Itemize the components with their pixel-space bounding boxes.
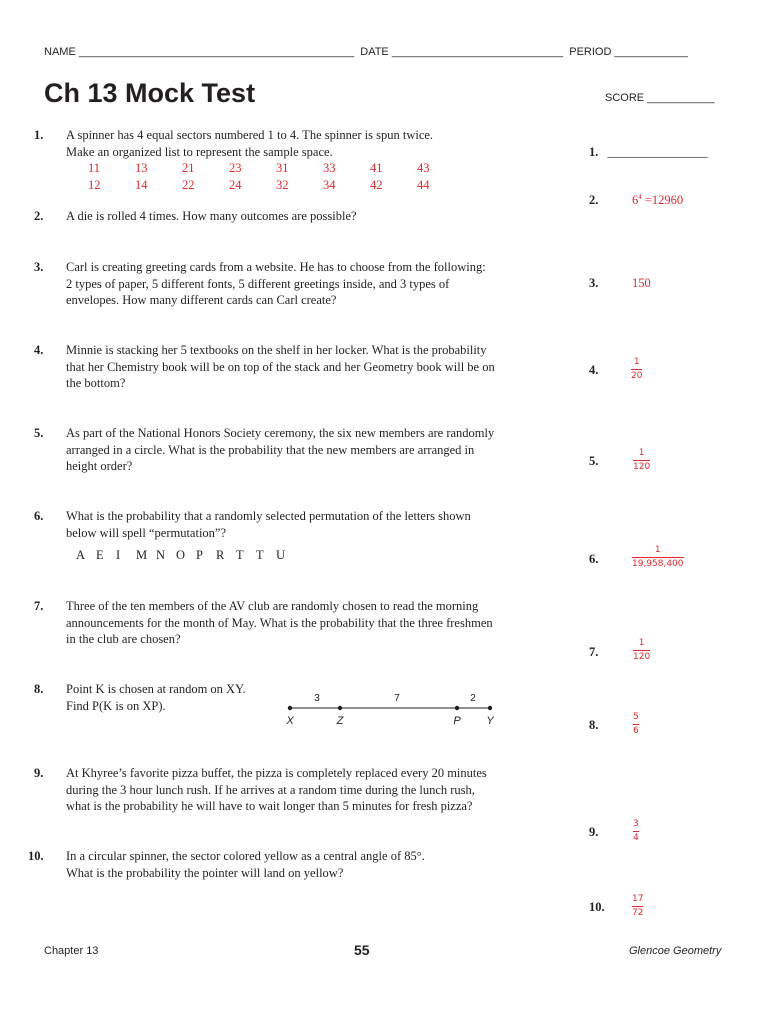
answer-7-number: 7. (589, 645, 599, 659)
length-label: 7 (394, 693, 400, 704)
question-number: 8. (34, 682, 44, 696)
question-text: Point K is chosen at random on XY. (66, 682, 246, 696)
letter: I (116, 548, 121, 562)
point-label: X (286, 715, 294, 727)
point-y (488, 706, 492, 710)
question-text: below will spell “permutation”? (66, 525, 227, 540)
question-text: height order? (66, 459, 133, 473)
answer-4-fraction: 1 20 (631, 357, 643, 381)
answer-value: 150 (632, 276, 651, 290)
footer-book: Glencoe Geometry (629, 945, 722, 957)
answer-blank[interactable]: ________________ (607, 145, 708, 159)
answer-9-number: 9. (589, 825, 599, 839)
point-x (288, 706, 292, 710)
answer-9-fraction: 3 4 (633, 819, 639, 843)
question-text: Find P(K is on XP). (66, 698, 166, 713)
question-number: 9. (34, 766, 44, 780)
question-text: the bottom? (66, 376, 126, 390)
letter: N (156, 548, 166, 562)
answer-8-number: 8. (589, 718, 599, 732)
sample-cell: 43 (417, 161, 430, 175)
answer-number: 2. (589, 193, 599, 207)
question-text: Make an organized list to represent the sample space. (66, 144, 333, 159)
score-field: SCORE ___________ (605, 92, 715, 104)
sample-cell: 24 (229, 177, 242, 192)
sample-cell: 21 (182, 161, 195, 175)
letter: T (236, 548, 244, 562)
question-number: 3. (34, 260, 44, 274)
question-7 (34, 598, 550, 648)
question-text: announcements for the month of May. What is the probability that the three freshmen (66, 615, 493, 630)
question-8 (34, 681, 280, 714)
question-5 (34, 425, 550, 475)
answer-10-fraction: 17 72 (632, 894, 644, 918)
sample-cell: 22 (182, 177, 195, 192)
point-label: P (453, 715, 461, 727)
question-text: Carl is creating greeting cards from a website. He has to choose from the following: (66, 260, 486, 274)
question-text: during the 3 hour lunch rush. If he arrives at a random time during the lunch rush, (66, 782, 475, 797)
question-text: Three of the ten members of the AV club are randomly chosen to read the morning (66, 599, 479, 613)
sample-cell: 42 (370, 177, 383, 192)
sample-cell: 14 (135, 177, 148, 192)
answer-7-fraction: 1 120 (633, 638, 651, 662)
question-text: What is the probability that a randomly selected permutation of the letters shown (66, 509, 471, 523)
question-text: In a circular spinner, the sector colored yellow as a central angle of 85°. (66, 849, 425, 863)
sample-cell: 33 (323, 161, 336, 175)
page-number: 55 (354, 942, 370, 958)
answer-6-number: 6. (589, 552, 599, 566)
answer-6-fraction: 1 19,958,400 (632, 545, 684, 569)
question-text: A spinner has 4 equal sectors numbered 1 to 4. The spinner is spun twice. (66, 128, 434, 142)
sample-cell: 41 (370, 161, 383, 175)
point-label: Z (336, 715, 344, 727)
letter: P (196, 548, 203, 562)
answer-4-number: 4. (589, 363, 599, 377)
question-text: Minnie is stacking her 5 textbooks on the shelf in her locker. What is the probability (66, 343, 487, 357)
sample-cell: 11 (88, 161, 101, 175)
letter-set (76, 548, 296, 563)
question-text: arranged in a circle. What is the probability that the new members are arranged in (66, 442, 475, 457)
letter: E (96, 548, 104, 562)
sample-cell: 31 (276, 161, 289, 175)
point-p (455, 706, 459, 710)
question-number: 10. (28, 849, 44, 863)
segment-diagram (280, 690, 510, 730)
letter: U (276, 548, 286, 562)
question-3 (34, 259, 550, 309)
answer-value: $6^4 =12960$ (632, 193, 684, 208)
question-text: in the club are chosen? (66, 632, 181, 646)
answer-number: 3. (589, 276, 599, 290)
question-number: 5. (34, 426, 44, 440)
question-text: envelopes. How many different cards can Carl create? (66, 293, 337, 307)
answer-5-number: 5. (589, 454, 599, 468)
header-fields: NAME _____________________________________________ DATE ____________________________ PERIOD ____________ (44, 46, 688, 58)
question-2 (34, 208, 550, 225)
question-text: what is the probability he will have to wait longer than 5 minutes for fresh pizza? (66, 799, 473, 813)
point-label: Y (486, 715, 494, 727)
answer-5-fraction: 1 120 (633, 448, 651, 472)
question-text: What is the probability the pointer will land on yellow? (66, 865, 344, 880)
question-number: 4. (34, 343, 44, 357)
question-text: At Khyree’s favorite pizza buffet, the pizza is completely replaced every 20 minutes (66, 766, 487, 780)
question-1 (34, 127, 550, 160)
question-9 (34, 765, 550, 815)
sample-cell: 32 (276, 177, 289, 192)
question-text: A die is rolled 4 times. How many outcomes are possible? (66, 209, 357, 223)
answer-3 (589, 276, 651, 291)
question-4 (34, 342, 550, 392)
sample-cell: 23 (229, 161, 242, 175)
answer-10-number: 10. (589, 900, 605, 914)
question-number: 6. (34, 509, 44, 523)
question-text: 2 types of paper, 5 different fonts, 5 different greetings inside, and 3 types of (66, 276, 450, 291)
question-number: 7. (34, 599, 44, 613)
sample-space-list (88, 160, 464, 193)
letter: O (176, 548, 186, 562)
answer-number: 1. (589, 145, 599, 159)
sample-cell: 44 (417, 177, 430, 192)
footer-chapter: Chapter 13 (44, 945, 99, 957)
sample-cell: 12 (88, 177, 101, 192)
question-text: that her Chemistry book will be on top of the stack and her Geometry book will be on (66, 359, 495, 374)
question-10 (28, 848, 550, 881)
point-z (338, 706, 342, 710)
question-number: 2. (34, 209, 44, 223)
letter: R (216, 548, 225, 562)
length-label: 3 (314, 693, 320, 704)
sample-cell: 34 (323, 177, 336, 192)
question-text: As part of the National Honors Society ceremony, the six new members are randomly (66, 426, 495, 440)
question-number: 1. (34, 128, 44, 142)
sample-cell: 13 (135, 161, 148, 175)
answer-2 (589, 193, 684, 208)
letter: A (76, 548, 86, 562)
answer-1 (589, 145, 708, 160)
letter: M (136, 548, 148, 562)
question-6 (34, 508, 550, 541)
page-title: Ch 13 Mock Test (44, 78, 256, 108)
answer-8-fraction: 5 6 (633, 712, 639, 736)
length-label: 2 (470, 693, 476, 704)
letter: T (256, 548, 264, 562)
